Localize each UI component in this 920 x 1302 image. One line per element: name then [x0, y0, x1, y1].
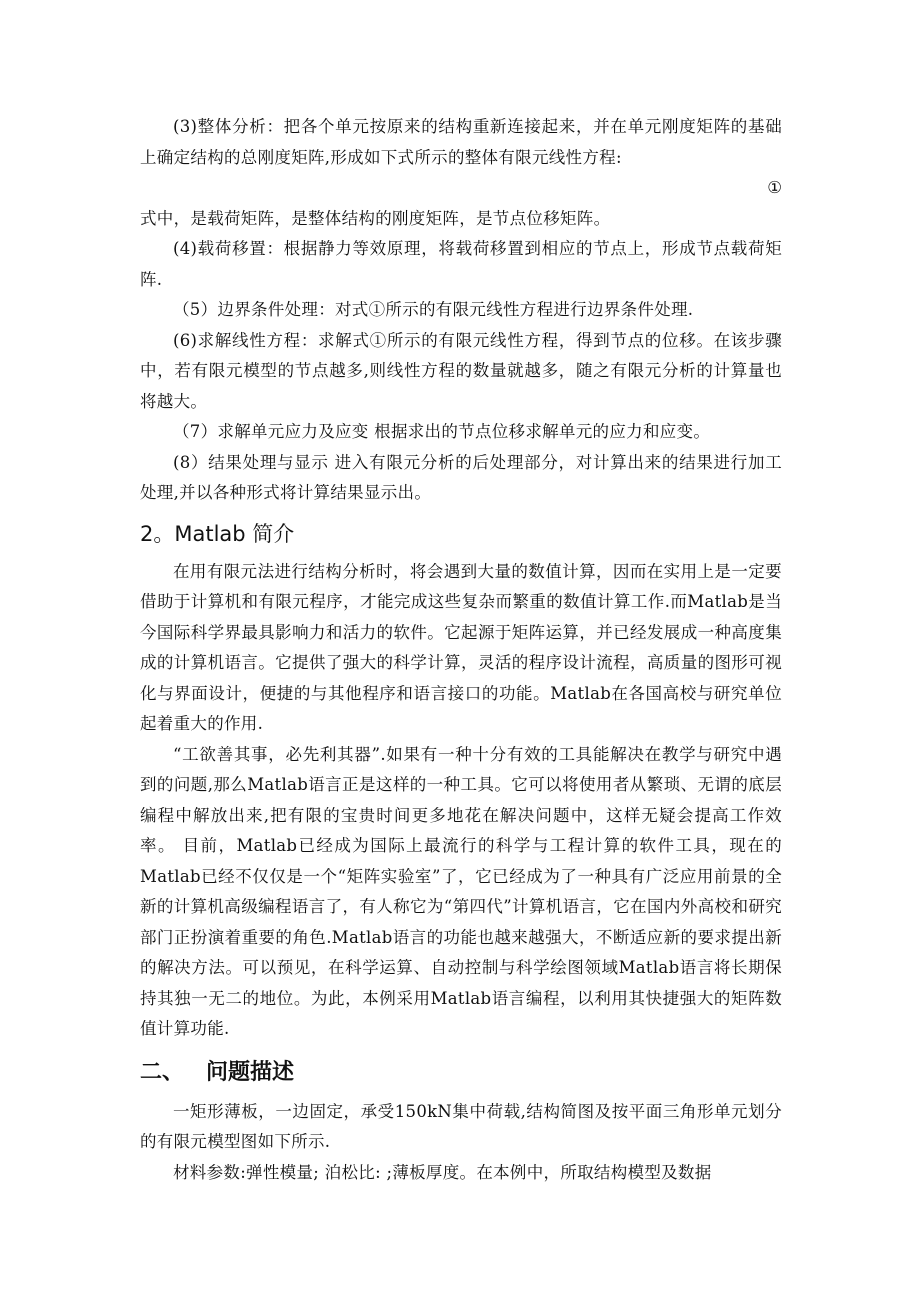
paragraph-problem-description: 一矩形薄板，一边固定，承受150kN集中荷载,结构简图及按平面三角形单元划分的有限元模型图如下所示. [140, 1101, 782, 1151]
paragraph-boundary-conditions: （5）边界条件处理：对式①所示的有限元线性方程进行边界条件处理. [173, 300, 694, 319]
paragraph-solve-equations: (6)求解线性方程：求解式①所示的有限元线性方程，得到节点的位移。在该步骤中，若有限元模型的节点越多,则线性方程的数量就越多，随之有限元分析的计算量也将越大。 [140, 330, 782, 411]
section-heading-problem [140, 1055, 782, 1091]
paragraph-stress-strain: （7）求解单元应力及应变 根据求出的节点位移求解单元的应力和应变。 [173, 422, 711, 441]
paragraph-matlab-tool: “工欲善其事，必先利其器”.如果有一种十分有效的工具能解决在教学与研究中遇到的问题,那么Matlab语言正是这样的一种工具。它可以将使用者从繁琐、无谓的底层编程中解放出来,把有限的宝贵时间更多地花在解决问题中，这样无疑会提高工作效率。 目前，Matlab已经成为国际上最流行的科学与工程计算的软件工具，现在的Matlab已经不仅仅是一个“矩阵实验室”了，它已经成为了一种具有广泛应用前景的全新的计算机高级编程语言了，有人称它为“第四代”计算机语言，它在国内外高校和研究部门正扮演着重要的角色.Matlab语言的功能也越来越强大，不断适应新的要求提出新的解决方法。可以预见，在科学运算、自动控制与科学绘图领域Matlab语言将长期保持其独一无二的地位。为此，本例采用Matlab语言编程，以利用其快捷强大的矩阵数值计算功能. [140, 744, 782, 1038]
heading-text: 问题描述 [206, 1059, 295, 1085]
heading-number: 二、 [140, 1059, 185, 1085]
document-page [140, 112, 782, 1188]
paragraph-material-parameters: 材料参数:弹性模量; 泊松比: ;薄板厚度。在本例中，所取结构模型及数据 [173, 1162, 712, 1182]
equation-number: ① [767, 178, 782, 197]
paragraph-load-transfer: (4)载荷移置：根据静力等效原理，将载荷移置到相应的节点上，形成节点载荷矩阵. [140, 239, 782, 289]
section-heading-matlab: 2。Matlab 简介 [140, 521, 295, 546]
paragraph-global-analysis: (3)整体分析：把各个单元按原来的结构重新连接起来，并在单元刚度矩阵的基础上确定结构的总刚度矩阵,形成如下式所示的整体有限元线性方程: [140, 117, 782, 167]
paragraph-postprocessing: (8）结果处理与显示 进入有限元分析的后处理部分，对计算出来的结果进行加工处理,并以各种形式将计算结果显示出。 [140, 452, 782, 502]
paragraph-equation-note: 式中，是载荷矩阵，是整体结构的刚度矩阵，是节点位移矩阵。 [140, 208, 611, 228]
paragraph-matlab-intro: 在用有限元法进行结构分析时，将会遇到大量的数值计算，因而在实用上是一定要借助于计算机和有限元程序，才能完成这些复杂而繁重的数值计算工作.而Matlab是当今国际科学界最具影响力和活力的软件。它起源于矩阵运算，并已经发展成一种高度集成的计算机语言。它提供了强大的科学计算，灵活的程序设计流程，高质量的图形可视化与界面设计，便捷的与其他程序和语言接口的功能。Matlab在各国高校与研究单位起着重大的作用. [140, 561, 782, 733]
